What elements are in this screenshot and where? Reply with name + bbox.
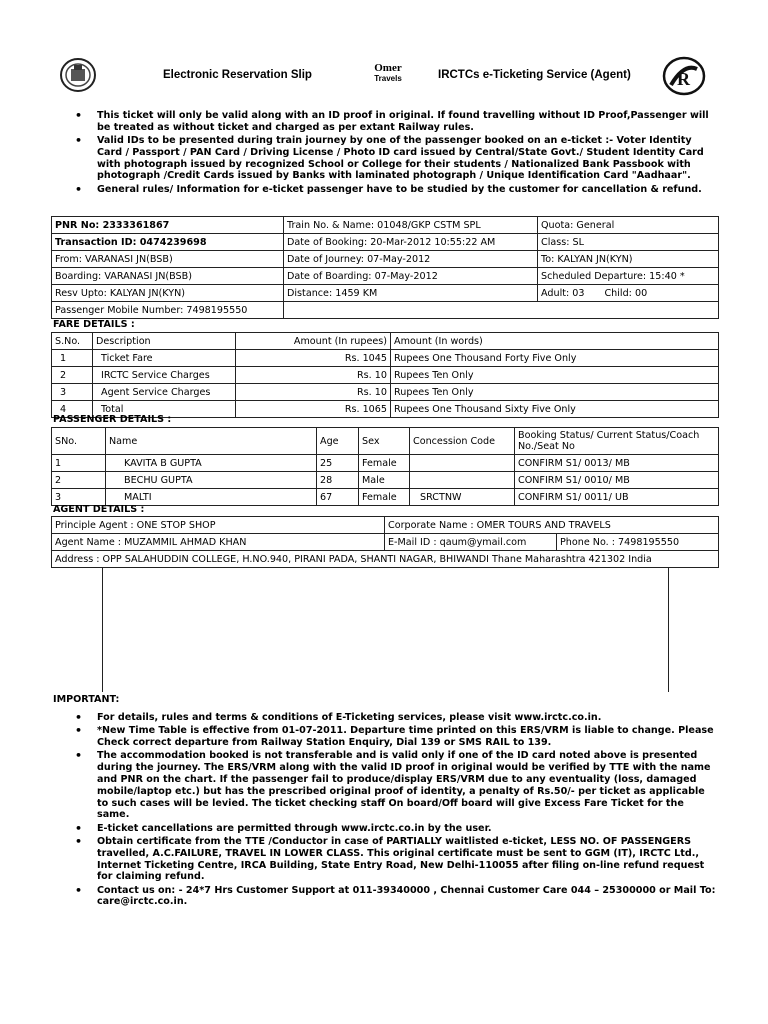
table-cell: 1 xyxy=(52,455,106,472)
table-row xyxy=(52,350,719,367)
table-cell: 4 xyxy=(52,401,93,418)
boarding-station: Boarding: VARANASI JN(BSB) xyxy=(52,268,284,285)
svg-text:R: R xyxy=(677,69,690,89)
table-cell: Rs. 10 xyxy=(236,367,391,384)
agency-brand xyxy=(368,63,408,84)
table-cell: Rs. 1045 xyxy=(236,350,391,367)
important-item: • For details, rules and terms & conditions of E-Ticketing services, please visit www.irctc.co.in. xyxy=(75,711,602,724)
column-header: Description xyxy=(93,333,236,350)
table-row xyxy=(52,551,719,568)
fare-details-heading: FARE DETAILS : xyxy=(53,319,135,330)
passenger-details-heading: PASSENGER DETAILS : xyxy=(53,414,172,425)
column-header: Sex xyxy=(359,428,410,455)
column-header: Age xyxy=(317,428,359,455)
agent-details-table xyxy=(51,516,719,568)
table-cell: 3 xyxy=(52,384,93,401)
quota: Quota: General xyxy=(538,217,719,234)
table-row xyxy=(52,534,719,551)
table-cell: IRCTC Service Charges xyxy=(93,367,236,384)
passenger-details-table xyxy=(51,427,719,506)
table-row xyxy=(52,367,719,384)
table-row xyxy=(52,333,719,350)
service-title: IRCTCs e-Ticketing Service (Agent) xyxy=(438,69,631,81)
table-cell: CONFIRM S1/ 0010/ MB xyxy=(515,472,719,489)
important-item: • Contact us on: - 24*7 Hrs Customer Support at 011-39340000 , Chennai Customer Care 044 – 25300000 or Mail To: care@irctc.co.in. xyxy=(75,883,716,908)
principal-agent: Principle Agent : ONE STOP SHOP xyxy=(52,517,385,534)
document-title: Electronic Reservation Slip xyxy=(163,69,312,81)
table-row xyxy=(52,455,719,472)
table-row xyxy=(52,489,719,506)
fare-details-table xyxy=(51,332,719,418)
note-item: • Valid IDs to be presented during train journey by one of the passenger booked on an e-ticket :- Voter Identity Card / Passport / PAN Card / Driving License / Photo ID card issued by Central/State Govt./ Student Identity Card with photograph issued by recognized School or College for their students / Nationalized Bank Passbook with photograph /Credit Cards issued by Banks with laminated photograph / Unique Identification Card "Aadhaar". xyxy=(75,134,704,182)
table-row xyxy=(52,384,719,401)
table-row xyxy=(52,472,719,489)
important-notes xyxy=(75,711,719,910)
table-cell: 2 xyxy=(52,367,93,384)
table-cell: 2 xyxy=(52,472,106,489)
advertisement-box xyxy=(102,567,669,692)
important-item: • Obtain certificate from the TTE /Conductor in case of PARTIALLY waitlisted e-ticket, LESS NO. OF PASSENGERS travelled, A.C.FAILURE, TRAVEL IN LOWER CLASS. This original certificate must be sent to GGM (IT), IRCTC Ltd., Internet Ticketing Centre, IRCA Building, State Entry Road, New Delhi-110055 after filing on-line refund request for claiming refund. xyxy=(75,834,705,883)
agent-phone: Phone No. : 7498195550 xyxy=(557,534,719,551)
table-cell: Total xyxy=(93,401,236,418)
agent-details-heading: AGENT DETAILS : xyxy=(53,504,145,515)
table-cell: Agent Service Charges xyxy=(93,384,236,401)
table-cell: 1 xyxy=(52,350,93,367)
reservation-upto: Resv Upto: KALYAN JN(KYN) xyxy=(52,285,284,302)
table-cell: KAVITA B GUPTA xyxy=(106,455,317,472)
column-header: Name xyxy=(106,428,317,455)
from-station: From: VARANASI JN(BSB) xyxy=(52,251,284,268)
distance: Distance: 1459 KM xyxy=(284,285,538,302)
table-cell: 25 xyxy=(317,455,359,472)
agent-name: Agent Name : MUZAMMIL AHMAD KHAN xyxy=(52,534,385,551)
table-cell: Female xyxy=(359,455,410,472)
to-station: To: KALYAN JN(KYN) xyxy=(538,251,719,268)
table-cell: Rupees Ten Only xyxy=(391,367,719,384)
table-cell: 67 xyxy=(317,489,359,506)
important-item: • *New Time Table is effective from 01-07-2011. Departure time printed on this ERS/VRM is liable to change. Please Check correct departure from Railway Station Enquiry, Dial 139 or SMS RAIL to 139. xyxy=(75,724,714,749)
table-cell: Rupees One Thousand Sixty Five Only xyxy=(391,401,719,418)
table-cell: CONFIRM S1/ 0013/ MB xyxy=(515,455,719,472)
pnr-number: PNR No: 2333361867 xyxy=(52,217,284,234)
column-header: Amount (In rupees) xyxy=(236,333,391,350)
table-cell: Rs. 1065 xyxy=(236,401,391,418)
validity-notes xyxy=(75,109,719,197)
table-cell: MALTI xyxy=(106,489,317,506)
transaction-id: Transaction ID: 0474239698 xyxy=(52,234,284,251)
passenger-count: Adult: 03 Child: 00 xyxy=(538,285,719,302)
note-item: • General rules/ Information for e-ticket passenger have to be studied by the customer for cancellation & refund. xyxy=(75,182,702,196)
travel-class: Class: SL xyxy=(538,234,719,251)
empty-cell xyxy=(284,302,719,319)
agent-email: E-Mail ID : qaum@ymail.com xyxy=(385,534,557,551)
table-cell: Male xyxy=(359,472,410,489)
table-cell: BECHU GUPTA xyxy=(106,472,317,489)
important-item: • The accommodation booked is not transferable and is valid only if one of the ID card noted above is presented during the journey. The ERS/VRM along with the valid ID proof in original would be verified by TTE with the name and PNR on the chart. If the passenger fail to produce/display ERS/VRM due to any eventuality (loss, damaged mobile/laptop etc.) but has the prescribed original proof of identity, a penalty of Rs.50/- per ticket as applicable to such cases will be levied. The ticket checking staff On board/Off board will give Excess Fare Ticket for the same. xyxy=(75,749,711,821)
column-header: S.No. xyxy=(52,333,93,350)
railway-emblem-logo xyxy=(58,57,98,93)
train-name: Train No. & Name: 01048/GKP CSTM SPL xyxy=(284,217,538,234)
booking-date: Date of Booking: 20-Mar-2012 10:55:22 AM xyxy=(284,234,538,251)
table-row xyxy=(52,428,719,455)
important-heading: IMPORTANT: xyxy=(53,694,120,705)
important-item: • E-ticket cancellations are permitted through www.irctc.co.in by the user. xyxy=(75,821,492,835)
agent-address: Address : OPP SALAHUDDIN COLLEGE, H.NO.940, PIRANI PADA, SHANTI NAGAR, BHIWANDI Thane Maharashtra 421302 India xyxy=(52,551,719,568)
table-cell: Rupees Ten Only xyxy=(391,384,719,401)
brand-bottom: Travels xyxy=(374,74,402,83)
table-cell: CONFIRM S1/ 0011/ UB xyxy=(515,489,719,506)
table-cell: 28 xyxy=(317,472,359,489)
column-header: Amount (In words) xyxy=(391,333,719,350)
passenger-mobile: Passenger Mobile Number: 7498195550 xyxy=(52,302,284,319)
table-cell: Rupees One Thousand Forty Five Only xyxy=(391,350,719,367)
table-row xyxy=(52,517,719,534)
table-cell xyxy=(410,472,515,489)
corporate-name: Corporate Name : OMER TOURS AND TRAVELS xyxy=(385,517,719,534)
brand-top: Omer xyxy=(374,62,402,74)
column-header: Concession Code xyxy=(410,428,515,455)
table-cell xyxy=(410,455,515,472)
journey-date: Date of Journey: 07-May-2012 xyxy=(284,251,538,268)
irctc-logo xyxy=(661,55,707,97)
table-cell: Ticket Fare xyxy=(93,350,236,367)
column-header: Booking Status/ Current Status/Coach No./Seat No xyxy=(515,428,719,455)
table-cell: SRCTNW xyxy=(410,489,515,506)
table-cell: Female xyxy=(359,489,410,506)
note-item: • This ticket will only be valid along with an ID proof in original. If found travelling without ID Proof,Passenger will be treated as without ticket and charged as per extant Railway rules. xyxy=(75,109,709,133)
table-cell: 3 xyxy=(52,489,106,506)
table-cell: Rs. 10 xyxy=(236,384,391,401)
column-header: SNo. xyxy=(52,428,106,455)
boarding-date: Date of Boarding: 07-May-2012 xyxy=(284,268,538,285)
journey-details-table xyxy=(51,216,719,319)
scheduled-departure: Scheduled Departure: 15:40 * xyxy=(538,268,719,285)
